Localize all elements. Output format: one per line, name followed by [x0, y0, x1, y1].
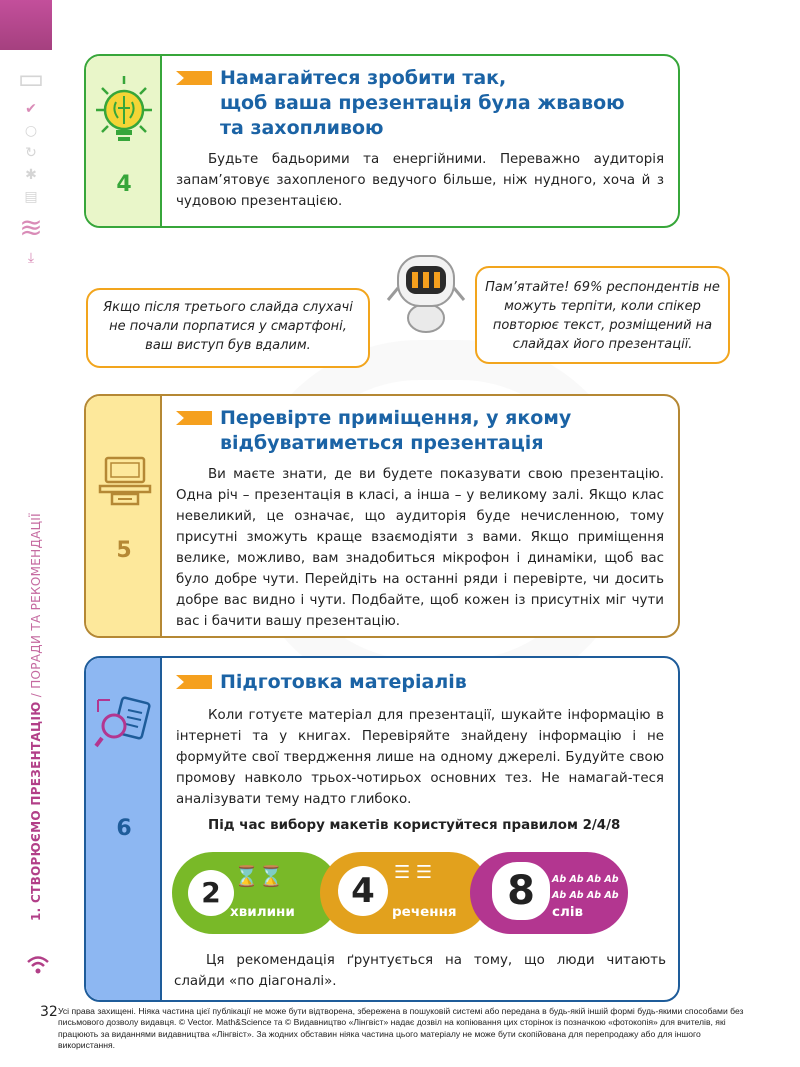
closing-text: Ця рекомендація ґрунтується на тому, що люди читають слайди «по діагоналі».: [174, 953, 666, 989]
section-subtitle: / ПОРАДИ ТА РЕКОМЕНДАЦІЇ: [29, 513, 43, 702]
document-magnifier-icon: [94, 694, 154, 756]
tip-number: 6: [116, 816, 132, 841]
speech-bubble-right: Пам’ятайте! 69% респондентів не можуть терпіти, коли спікер повторює текст, розміщений на слайдах його презентації.: [475, 266, 730, 364]
document-icon: ▤: [24, 189, 38, 205]
section-vertical-title: [26, 490, 46, 950]
rule-pill-minutes: [172, 852, 340, 934]
rule-heading: Під час вибору макетів користуйтеся правилом 2/4/8: [208, 818, 621, 833]
robot-icon: [386, 248, 466, 338]
section-title: 1. СТВОРЮЄМО ПРЕЗЕНТАЦІЮ: [29, 701, 43, 921]
wifi-icon: [26, 955, 50, 981]
tip-text: Будьте бадьорими та енергійними. Переважно аудиторія запам’ятовує захопленого ведучого більше, ніж нудного, хоча й з чудовою презентацією.: [176, 152, 664, 209]
gear-icon: ✱: [25, 167, 37, 183]
rule-pill-sentences: [320, 852, 490, 934]
rule-label: слів: [552, 904, 584, 920]
tip-strip: [86, 396, 162, 636]
tip-title: Підготовка матеріалів: [176, 670, 664, 695]
rule-label: речення: [392, 904, 457, 920]
copyright-notice: Усі права захищені. Ніяка частина цієї публікації не може бути відтворена, збережена в пошуковій системі або передана в будь-якій іншій формі будь-якими способами без письмового дозволу видавця. © Vector. Math&Science та © Видавництво «Лінгвіст» надає дозвіл на копіювання цих сторінок із позначкою «фотокопія» для вчителів, які працюють за виданнями видавництва «Лінгвіст». За жодних обставин ніяка частина цього матеріалу не може бути скопійована для перепродажу або для іншого використання.: [58, 1006, 744, 1051]
rule-label: хвилини: [230, 904, 295, 920]
tip-title: Перевірте приміщення, у якому відбуватиметься презентація: [176, 406, 664, 456]
rule-value: 4: [338, 866, 388, 916]
tip-number: 5: [116, 538, 132, 563]
search-icon: ○: [24, 123, 38, 139]
sample-words: Ab Ab Ab Ab Ab Ab Ab Ab: [552, 874, 619, 901]
refresh-icon: ↻: [25, 145, 37, 161]
slides-icon: ▭: [17, 62, 45, 95]
tip-card-5: [84, 394, 680, 638]
sidebar-icons: [14, 62, 48, 272]
tip-strip: [86, 56, 162, 226]
tip-title: Намагайтеся зробити так, щоб ваша презентація була жвавою та захопливою: [176, 66, 664, 141]
tip-strip: [86, 658, 162, 1000]
hourglass-icon: ⌛⌛: [234, 864, 284, 888]
speech-bubble-left: Якщо після третього слайда слухачі не почали порпатися у смартфоні, ваш виступ був вдалим.: [86, 288, 370, 368]
rule-value: 8: [492, 862, 550, 920]
text-lines-icon: ☰ ☰: [394, 862, 432, 883]
check-icon: ✔: [25, 101, 37, 117]
tip-number: 4: [116, 172, 132, 197]
page-number: 32: [40, 1004, 58, 1020]
tip-text: Коли готуєте матеріал для презентації, шукайте інформацію в інтернеті та у книгах. Перевіряйте знайдену інформацію і не формуйте свої твердження лише на одному джерелі. Будуйте свою промову навколо трьох-чотирьох основних тез. Не намагай-теся аналізувати тему надто глибоко.: [176, 708, 664, 807]
download-icon: ⤓: [27, 250, 35, 266]
rule-value: 2: [188, 870, 234, 916]
lightbulb-brain-icon: [94, 74, 154, 160]
corner-tab: [0, 0, 52, 50]
rule-248: [172, 852, 628, 934]
tip-card-4: [84, 54, 680, 228]
computer-desk-icon: [98, 456, 152, 506]
wifi-icon: ≋: [19, 211, 43, 244]
tip-text: Ви маєте знати, де ви будете показувати свою презентацію. Одна річ – презентація в класі, а інша – у великому залі. Якщо клас невеликий, це означає, що аудиторія буде нечисленною, тому присутні зможуть краще взаємодіяти з вами. Якщо приміщення велике, можливо, вам знадобиться мікрофон і динаміки, щоб вас було добре чути. Перейдіть на останні ряди і перевірте, чи досить добре вас видно і чути. Подбайте, щоб кожен із присутніх міг чути вас і бачити вашу презентацію.: [176, 467, 664, 629]
